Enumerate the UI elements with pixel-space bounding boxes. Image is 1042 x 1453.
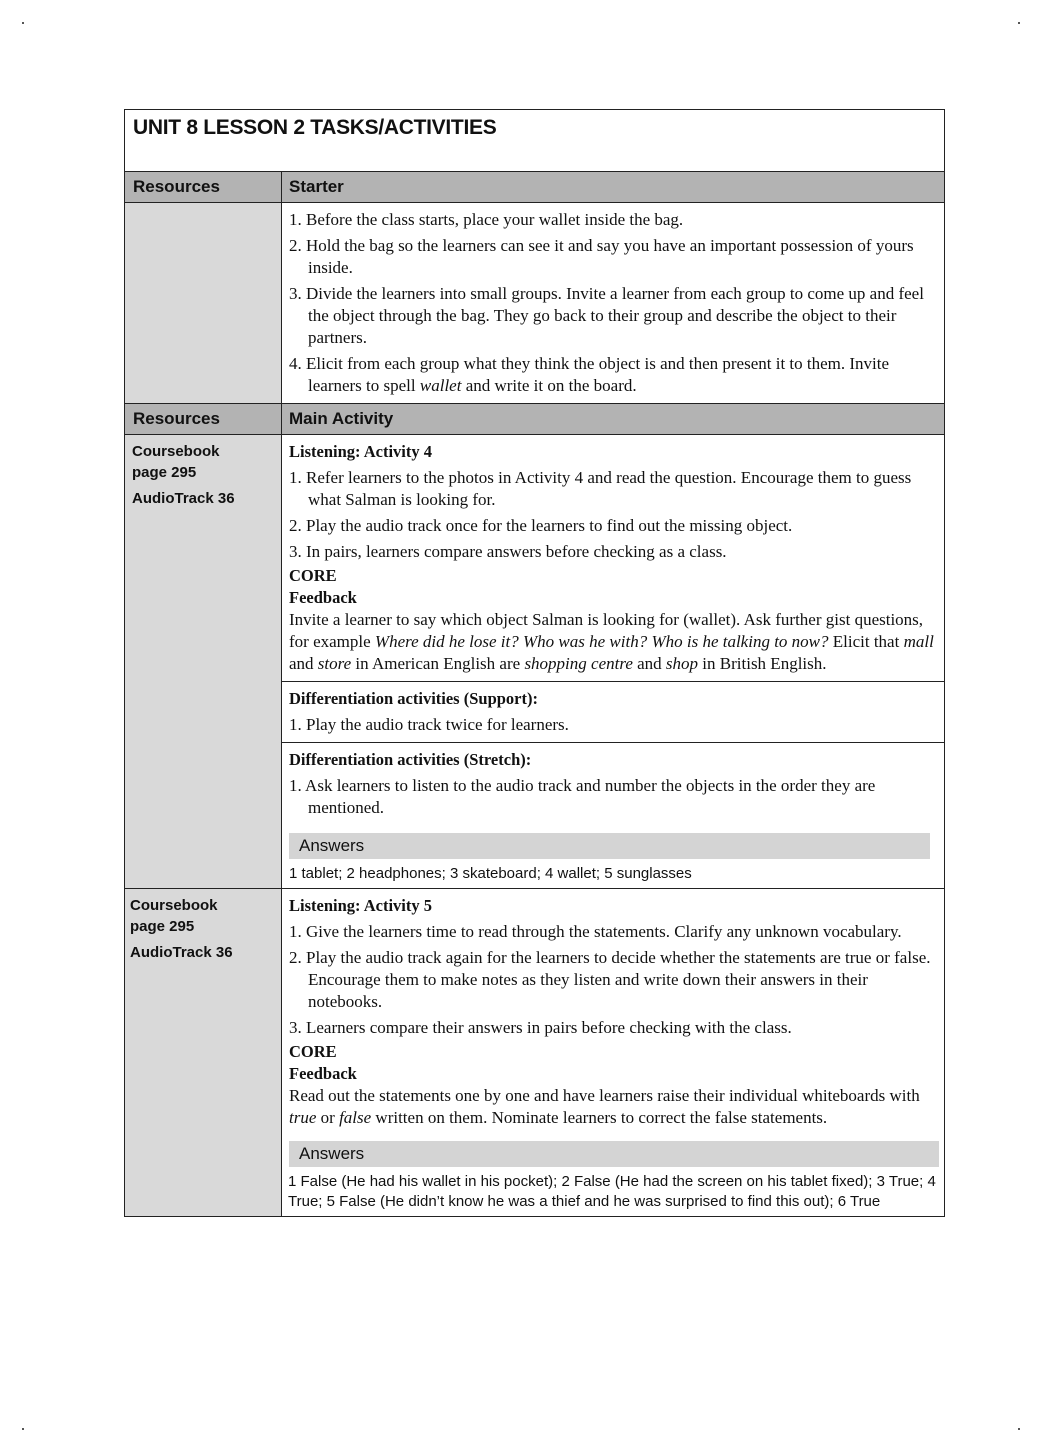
feedback-text	[289, 1085, 939, 1129]
starter-step: 2. Hold the bag so the learners can see it and say you have an important possession of yours inside.	[289, 236, 914, 277]
resource-item: page 295	[132, 464, 197, 481]
activity-step: 1. Give the learners time to read through the statements. Clarify any unknown vocabulary.	[289, 922, 902, 941]
feedback-text	[289, 609, 936, 675]
activity-step: 1. Refer learners to the photos in Activity 4 and read the question. Encourage them to guess what Salman is looking for.	[289, 468, 912, 509]
activity-step: 2. Play the audio track once for the learners to find out the missing object.	[289, 516, 793, 535]
resource-item: page 295	[130, 918, 195, 935]
feedback-part: written on them. Nominate learners to correct the false statements.	[371, 1108, 828, 1127]
activity-step: 3. In pairs, learners compare answers before checking as a class.	[289, 542, 727, 561]
feedback-part: or	[316, 1108, 340, 1127]
step-text: and write it on the board.	[461, 376, 637, 395]
feedback-label: Feedback	[289, 1064, 357, 1083]
lesson-table	[124, 109, 945, 1217]
starter-resources-cell	[125, 203, 282, 403]
starter-row	[125, 203, 944, 404]
core-label: CORE	[289, 566, 337, 585]
activity4-resources	[125, 435, 282, 888]
step-italic: wallet	[419, 376, 462, 395]
activity5-steps	[289, 921, 939, 1039]
starter-steps	[289, 209, 936, 397]
activity5-resources	[125, 889, 282, 1216]
resources-header: Resources	[125, 172, 282, 202]
starter-header-row	[125, 172, 944, 203]
resource-item: AudioTrack 36	[132, 490, 235, 507]
activity4-row	[125, 435, 944, 889]
starter-step: 3. Divide the learners into small groups. Invite a learner from each group to come up and feel the object through the bag. They go back to their group and describe the object to their partners.	[289, 284, 924, 347]
feedback-part: in American English are	[351, 654, 525, 673]
activity-step: 3. Learners compare their answers in pairs before checking with the class.	[289, 1018, 792, 1037]
feedback-part: and	[632, 654, 666, 673]
feedback-italic: false	[339, 1108, 372, 1127]
resource-item: AudioTrack 36	[130, 944, 233, 961]
activity-step: 2. Play the audio track again for the learners to decide whether the statements are true or false. Encourage them to make notes as they listen and write down their answers in their notebooks.	[289, 948, 931, 1011]
stretch-block	[282, 742, 944, 888]
feedback-italic: shop	[665, 654, 699, 673]
support-block	[282, 681, 944, 742]
feedback-italic: Where did he lose it? Who was he with? Who is he talking to now?	[374, 632, 829, 651]
feedback-part: and	[289, 654, 318, 673]
support-step: 1. Play the audio track twice for learners.	[289, 715, 569, 734]
feedback-italic: true	[289, 1108, 317, 1127]
feedback-part: Invite a learner to say which object Salman is looking for (wallet). Ask further gist questions, for example	[289, 610, 924, 651]
resource-item: Coursebook	[130, 897, 218, 914]
answers-text: 1 tablet; 2 headphones; 3 skateboard; 4 wallet; 5 sunglasses	[289, 865, 692, 882]
starter-header: Starter	[282, 172, 944, 202]
starter-content	[282, 203, 944, 403]
answers-bar: Answers	[289, 833, 930, 859]
stretch-heading: Differentiation activities (Stretch):	[289, 750, 532, 769]
feedback-part: Read out the statements one by one and have learners raise their individual whiteboards with	[289, 1086, 920, 1105]
stretch-steps	[289, 775, 936, 819]
answers-bar: Answers	[289, 1141, 939, 1167]
feedback-part: Elicit that	[828, 632, 904, 651]
feedback-italic: mall	[903, 632, 934, 651]
resources-header: Resources	[125, 404, 282, 434]
feedback-label: Feedback	[289, 588, 357, 607]
support-heading: Differentiation activities (Support):	[289, 689, 538, 708]
main-activity-header: Main Activity	[282, 404, 944, 434]
starter-step: 1. Before the class starts, place your wallet inside the bag.	[289, 210, 684, 229]
feedback-italic: shopping centre	[524, 654, 633, 673]
starter-step	[289, 353, 936, 397]
title-row	[125, 110, 944, 172]
core-label: CORE	[289, 1042, 337, 1061]
main-header-row	[125, 404, 944, 435]
answers-text: 1 False (He had his wallet in his pocket); 2 False (He had the screen on his tablet fixed); 3 True; 4 True; 5 False (He didn’t know he was a thief and he was surprised to find this out); 6 True	[288, 1173, 936, 1210]
page-title: UNIT 8 LESSON 2 TASKS/ACTIVITIES	[133, 116, 497, 139]
activity4-steps	[289, 467, 936, 563]
support-steps	[289, 714, 936, 736]
activity4-main	[282, 435, 944, 681]
activity4-content	[282, 435, 944, 888]
activity5-row	[125, 889, 944, 1216]
stretch-step: 1. Ask learners to listen to the audio track and number the objects in the order they are mentioned.	[289, 776, 876, 817]
resource-item: Coursebook	[132, 443, 220, 460]
step-text: 4. Elicit from each group what they think the object is and then present it to them. Invite learners to spell	[289, 354, 890, 395]
feedback-part: in British English.	[698, 654, 827, 673]
feedback-italic: store	[317, 654, 352, 673]
activity-heading: Listening: Activity 5	[289, 896, 432, 915]
activity-heading: Listening: Activity 4	[289, 442, 432, 461]
activity5-content	[282, 889, 944, 1216]
